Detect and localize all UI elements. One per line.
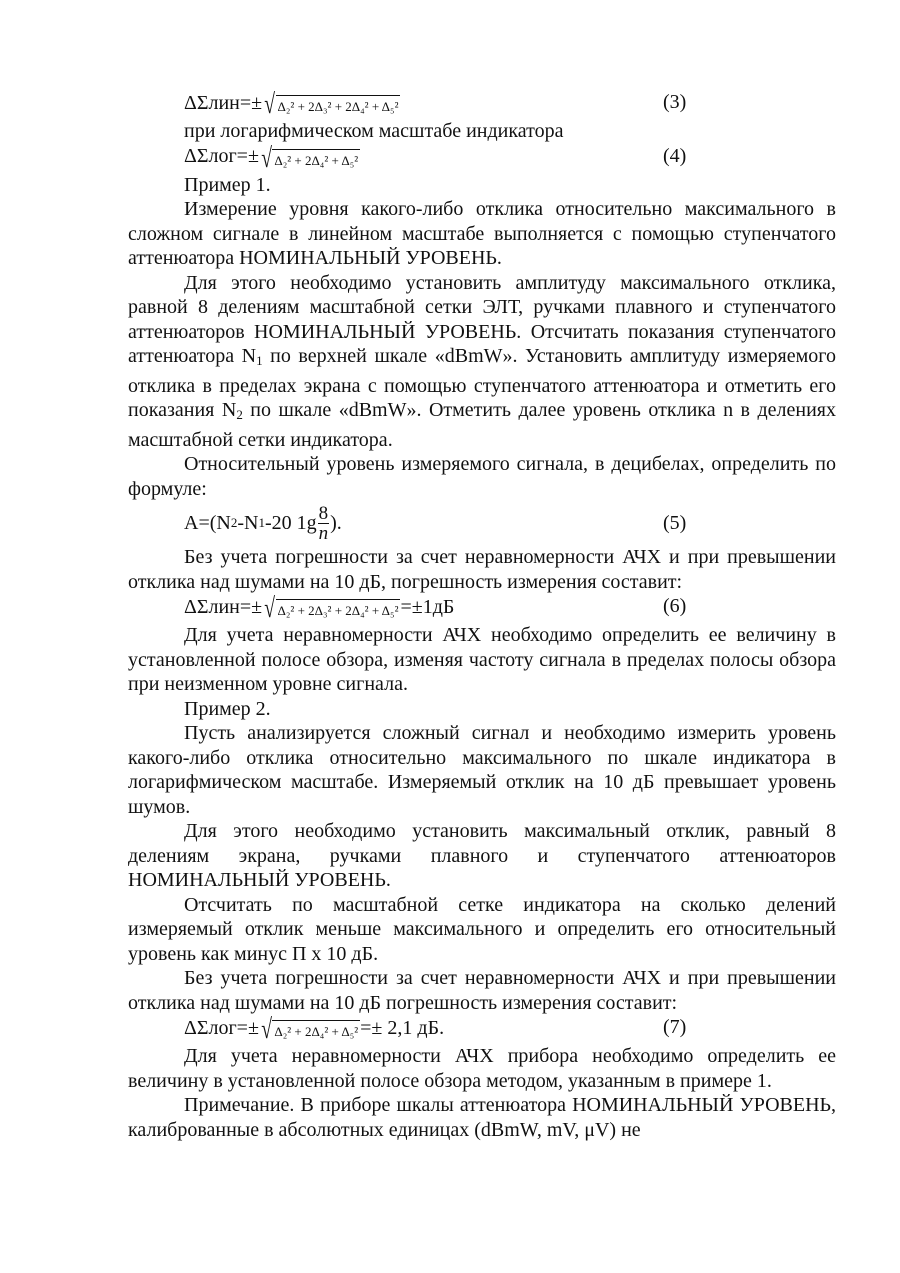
formula-6-number: (6) — [663, 595, 687, 617]
formula-5-mid: -N — [237, 511, 259, 534]
formula-3-lhs: ΔΣлин=± — [184, 91, 263, 114]
fraction-denominator: n — [318, 522, 329, 544]
formula-6-lhs: ΔΣлин=± — [184, 595, 263, 618]
example-2-title: Пример 2. — [184, 697, 271, 720]
formula-7-number: (7) — [663, 1016, 687, 1038]
paragraph-11: Примечание. В приборе шкалы аттенюатора НОМИНАЛЬНЫЙ УРОВЕНЬ, калиброванные в абсолютных единицах (dBmW, mV, μV) не — [128, 1094, 836, 1141]
paragraph-7: Для этого необходимо установить максимальный отклик, равный 8 делениям экрана, ручками плавного и ступенчатого аттенюаторов НОМИНАЛЬНЫЙ УРОВЕНЬ. — [128, 820, 836, 891]
paragraph-2-a: Для этого необходимо установить амплитуду максимального отклика, равной 8 делениям масштабной сетки ЭЛТ, ручками плавного и ступенчатого аттенюаторов НОМИНАЛЬНЫЙ УРОВЕНЬ. Отсчитать показания ступенчатого аттенюатора N — [128, 271, 836, 367]
formula-3-number: (3) — [663, 91, 687, 113]
formula-5-sub1: 1 — [258, 514, 265, 530]
sqrt-4: √ Δ₂² + 2Δ₄² + Δ₅² — [261, 142, 359, 174]
formula-4-lhs: ΔΣлог=± — [184, 145, 259, 168]
formula-6-rhs: =±1дБ — [400, 595, 455, 618]
formula-5-number: (5) — [663, 512, 687, 534]
formula-5-tail: -20 1g — [264, 511, 317, 534]
paragraph-2 — [128, 271, 836, 453]
paragraph-3: Относительный уровень измеряемого сигнала, в децибелах, определить по формуле: — [128, 453, 836, 500]
line-log-scale: при логарифмическом масштабе индикатора — [184, 120, 564, 142]
formula-7-rhs: =± 2,1 дБ. — [360, 1016, 445, 1039]
paragraph-9: Без учета погрешности за счет неравномерности АЧХ и при превышении отклика над шумами на 10 дБ погрешность измерения составит: — [128, 967, 836, 1014]
formula-7 — [128, 1015, 836, 1044]
paragraph-2-sub2: 2 — [236, 407, 243, 422]
formula-5-fraction — [318, 504, 330, 543]
formula-3-radicand: Δ₂² + 2Δ₃² + 2Δ₄² + Δ₅² — [276, 95, 401, 116]
paragraph-4: Без учета погрешности за счет неравномерности АЧХ и при превышении отклика над шумами на 10 дБ, погрешность измерения составит: — [128, 546, 836, 593]
formula-5 — [128, 501, 836, 545]
formula-4-radicand: Δ₂² + 2Δ₄² + Δ₅² — [272, 149, 360, 170]
formula-7-lhs: ΔΣлог=± — [184, 1016, 259, 1039]
formula-6 — [128, 594, 836, 623]
example-1-title: Пример 1. — [184, 173, 271, 196]
paragraph-1: Измерение уровня какого-либо отклика относительно максимального в сложном сигнале в линейном масштабе выполняется с помощью ступенчатого аттенюатора НОМИНАЛЬНЫЙ УРОВЕНЬ. — [128, 198, 836, 269]
formula-4 — [128, 144, 836, 173]
sqrt-3: √ Δ₂² + 2Δ₃² + 2Δ₄² + Δ₅² — [264, 89, 399, 120]
formula-4-number: (4) — [663, 144, 687, 167]
document-page — [128, 90, 836, 1142]
paragraph-8: Отсчитать по масштабной сетке индикатора на сколько делений измеряемый отклик меньше максимального и определить его относительный уровень как минус П х 10 дБ. — [128, 893, 836, 965]
sqrt-7: √ Δ₂² + 2Δ₄² + Δ₅² — [261, 1014, 359, 1045]
formula-5-end: ). — [330, 511, 342, 534]
paragraph-2-c: по шкале «dBmW». Отметить далее уровень отклика n в делениях масштабной сетки индикатора. — [128, 399, 836, 451]
formula-3 — [128, 90, 836, 119]
paragraph-2-sub1: 1 — [256, 353, 263, 368]
fraction-numerator: 8 — [318, 502, 329, 524]
paragraph-10: Для учета неравномерности АЧХ прибора необходимо определить ее величину в установленной полосе обзора методом, указанным в примере 1. — [128, 1045, 836, 1092]
paragraph-2-b: по верхней шкале «dBmW». Установить амплитуду измеряемого отклика в пределах экрана с помощью ступенчатого аттенюатора и отметить его показания N — [128, 345, 836, 421]
formula-5-sub2: 2 — [230, 514, 238, 530]
sqrt-6: √ Δ₂² + 2Δ₃² + 2Δ₄² + Δ₅² — [264, 593, 399, 624]
paragraph-5: Для учета неравномерности АЧХ необходимо определить ее величину в установленной полосе обзора, изменяя частоту сигнала в пределах полосы обзора при неизменном уровне сигнала. — [128, 624, 836, 695]
formula-7-radicand: Δ₂² + 2Δ₄² + Δ₅² — [272, 1020, 360, 1041]
paragraph-6: Пусть анализируется сложный сигнал и необходимо измерить уровень какого-либо отклика относительно максимального по шкале индикатора в логарифмическом масштабе. Измеряемый отклик на 10 дБ превышает уровень шумов. — [128, 722, 836, 818]
formula-5-lhs: A=(N — [184, 511, 231, 534]
formula-6-radicand: Δ₂² + 2Δ₃² + 2Δ₄² + Δ₅² — [276, 599, 401, 620]
